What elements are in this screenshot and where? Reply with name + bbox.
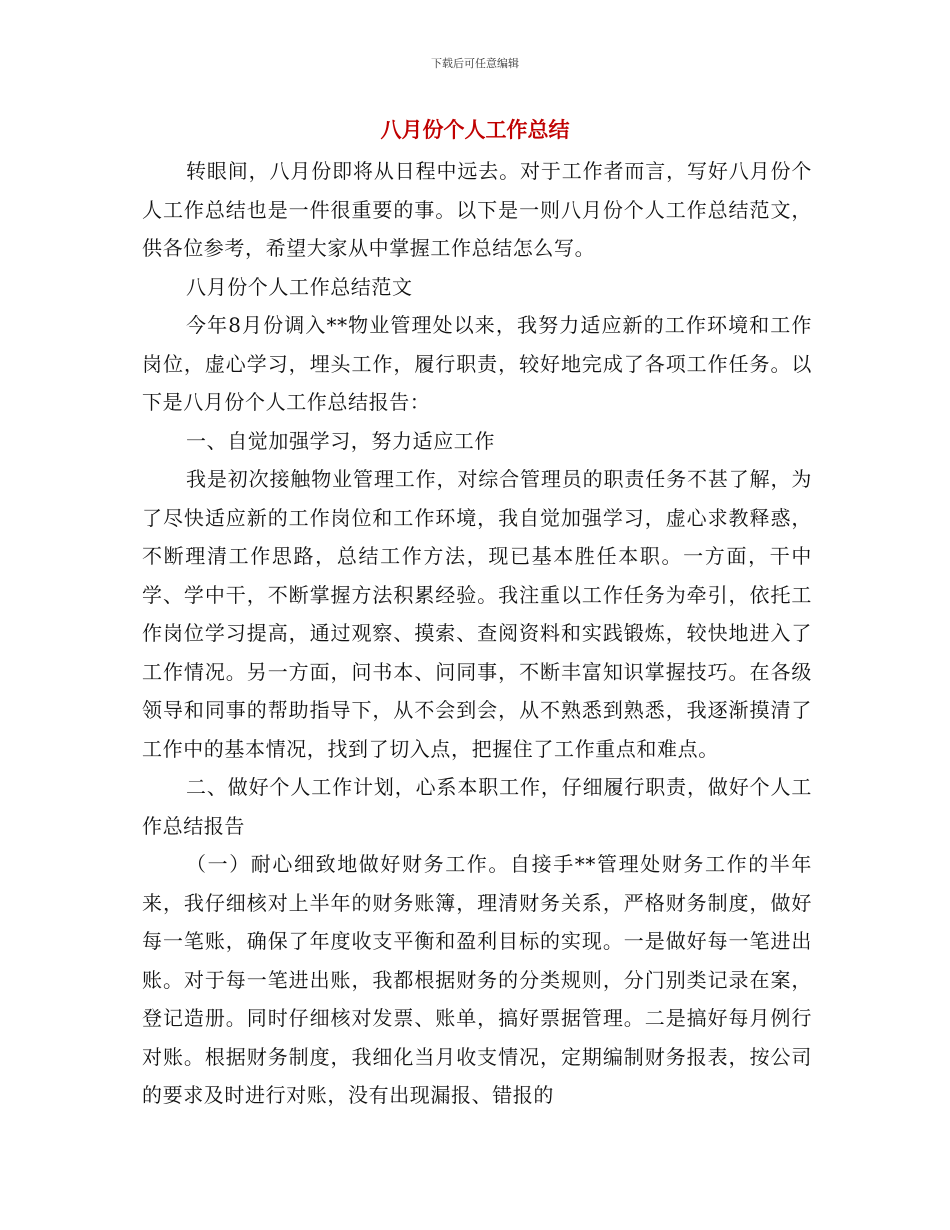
paragraph-intro: 转眼间，八月份即将从日程中远去。对于工作者而言，写好八月份个人工作总结也是一件很重要的事。以下是一则八月份个人工作总结范文，供各位参考，希望大家从中掌握工作总结怎么写。 bbox=[142, 159, 812, 260]
paragraph-opening: 今年8月份调入**物业管理处以来，我努力适应新的工作环境和工作岗位，虚心学习，埋头工作，履行职责，较好地完成了各项工作任务。以下是八月份个人工作总结报告： bbox=[142, 313, 812, 414]
paragraph-section-2-1: （一）耐心细致地做好财务工作。自接手**管理处财务工作的半年来，我仔细核对上半年的财务账簿，理清财务关系，严格财务制度，做好每一笔账，确保了年度收支平衡和盈利目标的实现。一是做好每一笔进出账。对于每一笔进出账，我都根据财务的分类规则，分门别类记录在案，登记造册。同时仔细核对发票、账单，搞好票据管理。二是搞好每月例行对账。根据财务制度，我细化当月收支情况，定期编制财务报表，按公司的要求及时进行对账，没有出现漏报、错报的 bbox=[142, 852, 812, 1107]
paragraph-section-1: 我是初次接触物业管理工作，对综合管理员的职责任务不甚了解，为了尽快适应新的工作岗位和工作环境，我自觉加强学习，虚心求教释惑，不断理清工作思路，总结工作方法，现已基本胜任本职。一方面，干中学、学中干，不断掌握方法积累经验。我注重以工作任务为牵引，依托工作岗位学习提高，通过观察、摸索、查阅资料和实践锻炼，较快地进入了工作情况。另一方面，问书本、问同事，不断丰富知识掌握技巧。在各级领导和同事的帮助指导下，从不会到会，从不熟悉到熟悉，我逐渐摸清了工作中的基本情况，找到了切入点，把握住了工作重点和难点。 bbox=[142, 467, 812, 761]
section-heading-2: 二、做好个人工作计划，心系本职工作，仔细履行职责，做好个人工作总结报告 bbox=[142, 775, 812, 838]
paragraph-subtitle: 八月份个人工作总结范文 bbox=[186, 274, 413, 299]
document-body bbox=[142, 152, 812, 1115]
header-note: 下载后可任意编辑 bbox=[431, 57, 519, 70]
document-title: 八月份个人工作总结 bbox=[380, 118, 570, 142]
section-heading-1: 一、自觉加强学习，努力适应工作 bbox=[186, 428, 495, 453]
